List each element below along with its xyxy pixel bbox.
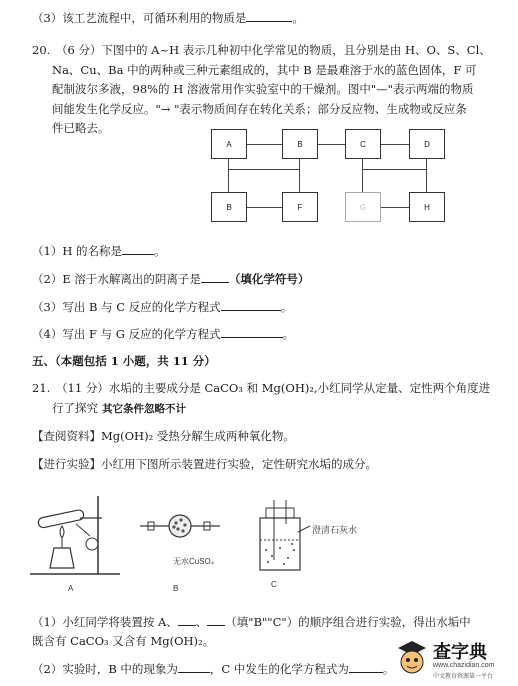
q21-info: 【查阅资料】Mg(OH)₂ 受热分解生成两种氧化物。: [32, 429, 295, 443]
q20-line4: 间能发生化学反应。"→ "表示物质间存在转化关系；部分反应物、生成物或反应条: [52, 102, 467, 116]
q3-prev-text: （3）该工艺流程中，可循环利用的物质是: [32, 11, 247, 25]
answer-blank[interactable]: [178, 615, 196, 626]
connector-line: [228, 170, 229, 192]
q21-sub1-cont: 既含有 CaCO₃ 又含有 Mg(OH)₂。: [32, 634, 215, 648]
connector-line: [228, 169, 300, 170]
box-a: A: [211, 129, 247, 159]
q3-prev-line: （3）该工艺流程中，可循环利用的物质是 。: [32, 11, 304, 25]
apparatus-b-drawing: [140, 506, 220, 546]
box-b-top: B: [282, 129, 318, 159]
answer-blank[interactable]: [207, 615, 225, 626]
connector-line: [247, 207, 282, 208]
box-g: G: [345, 192, 381, 222]
q20-line1: 20. （6 分）下图中的 A~H 表示几种初中化学常见的物质，且分别是由 H、O、S、Cl、: [32, 43, 491, 57]
caption-a: A: [68, 584, 74, 593]
box-h: H: [409, 192, 445, 222]
answer-blank[interactable]: [221, 300, 281, 311]
q21-sub2: （2）实验时，B 中的现象为 ，C 中发生的化学方程式为 。: [32, 662, 395, 676]
answer-blank[interactable]: [201, 272, 229, 283]
box-f: F: [282, 192, 318, 222]
connector-line: [362, 169, 427, 170]
connector-line: [426, 170, 427, 192]
box-d: D: [409, 129, 445, 159]
q20-sub2-note: （填化学符号）: [228, 272, 310, 286]
connector-line: [381, 207, 409, 208]
q21-note: 其它条件忽略不计: [102, 403, 186, 415]
answer-blank[interactable]: [246, 11, 292, 22]
answer-blank[interactable]: [122, 244, 154, 255]
q20-sub1: （1）H 的名称是 。: [32, 244, 166, 258]
connector-line: [299, 170, 300, 192]
q20-line3: 配制波尔多液，98%的 H 溶液常用作实验室中的干燥剂。图中"—"表示两端的物质: [52, 82, 474, 96]
connector-line: [247, 144, 282, 145]
label-limewater: 澄清石灰水: [312, 525, 358, 535]
q21-experiment: 【进行实验】小红用下图所示装置进行实验，定性研究水垢的成分。: [32, 457, 377, 471]
watermark-brand: 查字典: [433, 642, 487, 663]
answer-blank[interactable]: [349, 662, 383, 673]
caption-b: B: [173, 584, 179, 593]
q20-line2: Na、Cu、Ba 中的两种或三种元素组成的，其中 B 是最难溶于水的蓝色固体，F 可: [52, 63, 477, 77]
answer-blank[interactable]: [178, 662, 210, 673]
connector-line: [426, 159, 427, 169]
q21-sub1: （1）小红同学将装置按 A、 、 （填"B""C"）的顺序组合进行实验，得出水垢中: [32, 615, 471, 629]
q20-sub3: （3）写出 B 与 C 反应的化学方程式 。: [32, 300, 293, 314]
watermark-tagline: 中文教育资源第一平台: [433, 673, 494, 680]
connector-line: [381, 144, 409, 145]
watermark-logo: [395, 636, 513, 682]
connector-line: [318, 144, 345, 145]
connector-line: [299, 159, 300, 169]
q20-sub2: （2）E 溶于水解离出的阴离子是 （填化学符号）: [32, 272, 310, 286]
q21-line1: 21. （11 分）水垢的主要成分是 CaCO₃ 和 Mg(OH)₂,小红同学从定量、定性两个角度进: [32, 381, 491, 395]
box-b-bottom: B: [211, 192, 247, 222]
section5-title: 五、（本题包括 1 小题，共 11 分）: [32, 354, 216, 368]
q21-line2: 行了探究 其它条件忽略不计: [52, 401, 186, 415]
apparatus-a-drawing: [20, 488, 130, 580]
connector-line: [362, 159, 363, 169]
q20-sub4: （4）写出 F 与 G 反应的化学方程式 。: [32, 327, 295, 341]
answer-blank[interactable]: [221, 327, 283, 338]
connector-line: [362, 170, 363, 192]
box-c: C: [345, 129, 381, 159]
watermark-url: www.chazidian.com: [433, 662, 495, 669]
connector-line: [228, 159, 229, 169]
q20-line5: 件已略去。: [52, 121, 110, 135]
mascot-icon: [395, 638, 429, 678]
apparatus-c-drawing: [250, 500, 310, 574]
label-cuso4: 无水CuSO₄: [173, 557, 215, 566]
caption-c: C: [271, 580, 277, 589]
